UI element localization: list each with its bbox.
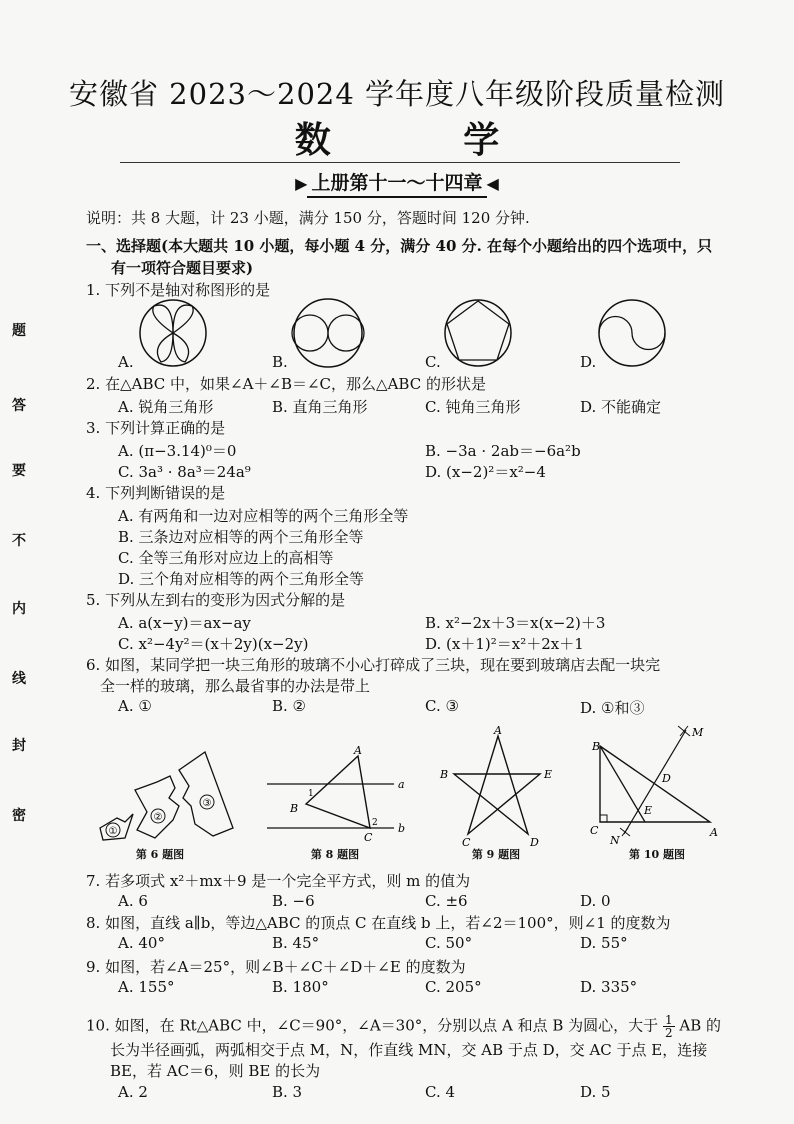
q6-option-d[interactable]: D. ①和③: [580, 699, 645, 717]
margin-char: 要: [12, 463, 26, 479]
fig8-label-line-a: a: [398, 778, 405, 791]
q10-option-c[interactable]: C. 4: [425, 1083, 456, 1101]
fig10-caption: 第 10 题图: [629, 848, 685, 861]
fig6-broken-glass: [95, 740, 245, 850]
fig9-label-c: C: [462, 836, 471, 846]
fig10-label-c: C: [590, 824, 599, 837]
question-10-stem: [86, 1014, 721, 1039]
fig10-label-d: D: [662, 772, 671, 785]
fig8-caption: 第 8 题图: [310, 848, 360, 861]
fig10-label-e: E: [644, 804, 653, 817]
left-triangle-icon: ◀: [486, 174, 499, 193]
q2-option-a[interactable]: A. 锐角三角形: [118, 398, 214, 416]
q10-option-d[interactable]: D. 5: [580, 1083, 611, 1101]
scope-text: 上册第十一～十四章: [307, 172, 486, 198]
q5-option-c[interactable]: C. x²−4y²＝(x＋2y)(x−2y): [118, 635, 309, 653]
fig8-label-c-vertex: C: [364, 831, 373, 842]
q8-option-d[interactable]: D. 55°: [580, 934, 628, 952]
q1-option-a[interactable]: A.: [118, 353, 134, 371]
q9-option-a[interactable]: A. 155°: [118, 978, 175, 996]
q4-option-a[interactable]: A. 有两角和一边对应相等的两个三角形全等: [118, 507, 409, 525]
fig8-label-b-vertex: B: [290, 802, 299, 815]
pentagon-circle-figure: [445, 300, 511, 366]
piece-1-label: ①: [108, 826, 118, 837]
piece-3-label: ③: [202, 798, 212, 809]
question-8-stem: 8. 如图，直线 a∥b，等边△ABC 的顶点 C 在直线 b 上，若∠2＝100°，则∠1 的度数为: [86, 914, 671, 932]
q6-option-b[interactable]: B. ②: [272, 697, 307, 715]
fig9-star: [432, 726, 562, 846]
q10-option-a[interactable]: A. 2: [118, 1083, 148, 1101]
q6-option-a[interactable]: A. ①: [118, 697, 152, 715]
fig8-parallel-lines: [262, 742, 412, 842]
fig8-label-a-vertex: A: [354, 744, 362, 757]
fig8-angle-2: 2: [372, 818, 378, 828]
question-6-stem-cont: 全一样的玻璃，那么最省事的办法是带上: [100, 677, 371, 695]
subject-title: 数 学: [294, 119, 560, 161]
q8-option-a[interactable]: A. 40°: [118, 934, 165, 952]
fig9-label-e: E: [544, 768, 553, 781]
margin-char: 内: [12, 601, 26, 617]
fig9-caption: 第 9 题图: [471, 848, 521, 861]
margin-char: 线: [12, 671, 26, 687]
q10-option-b[interactable]: B. 3: [272, 1083, 303, 1101]
q4-option-c[interactable]: C. 全等三角形对应边上的高相等: [118, 549, 334, 567]
question-10-stem-cont2: BE，若 AC＝6，则 BE 的长为: [110, 1062, 321, 1080]
q2-option-c[interactable]: C. 钝角三角形: [425, 398, 521, 416]
q9-option-b[interactable]: B. 180°: [272, 978, 329, 996]
question-1-stem: 1. 下列不是轴对称图形的是: [86, 281, 271, 299]
section-heading-cont: 有一项符合题目要求): [111, 259, 254, 277]
q5-option-a[interactable]: A. a(x−y)＝ax−ay: [118, 614, 251, 632]
q5-option-b[interactable]: B. x²−2x＋3＝x(x−2)＋3: [425, 614, 606, 632]
q8-option-c[interactable]: C. 50°: [425, 934, 473, 952]
question-9-stem: 9. 如图，若∠A＝25°，则∠B＋∠C＋∠D＋∠E 的度数为: [86, 958, 466, 976]
one-half-fraction: [663, 1014, 675, 1039]
fig9-label-b: B: [440, 768, 449, 781]
q3-option-b[interactable]: B. −3a · 2ab＝−6a²b: [425, 442, 581, 460]
q9-option-c[interactable]: C. 205°: [425, 978, 482, 996]
q8-option-b[interactable]: B. 45°: [272, 934, 320, 952]
fig10-right-triangle: [582, 718, 732, 848]
fig10-label-a: A: [710, 826, 718, 839]
question-2-stem: 2. 在△ABC 中，如果∠A＋∠B＝∠C，那么△ABC 的形状是: [86, 375, 486, 393]
q2-option-b[interactable]: B. 直角三角形: [272, 398, 368, 416]
header-divider: [120, 162, 680, 163]
piece-2-label: ②: [153, 812, 163, 823]
two-circles-figure: [292, 299, 364, 367]
question-6-stem: 6. 如图，某同学把一块三角形的玻璃不小心打碎成了三块，现在要到玻璃店去配一块完: [86, 656, 661, 674]
margin-char: 密: [12, 808, 26, 824]
q7-option-a[interactable]: A. 6: [118, 892, 148, 910]
fig9-label-d: D: [530, 836, 539, 846]
question-4-stem: 4. 下列判断错误的是: [86, 484, 226, 502]
q10-stem-part-a: 10. 如图，在 Rt△ABC 中，∠C＝90°，∠A＝30°，分别以点 A 和点 B 为圆心，大于: [86, 1016, 659, 1035]
q3-option-a[interactable]: A. (π−3.14)⁰＝0: [118, 442, 237, 460]
exam-title: 安徽省 2023～2024 学年度八年级阶段质量检测: [68, 77, 726, 111]
section-heading: 一、选择题(本大题共 10 小题，每小题 4 分，满分 40 分. 在每个小题给出的四个选项中，只: [86, 237, 713, 255]
fig6-caption: 第 6 题图: [135, 848, 185, 861]
q2-option-d[interactable]: D. 不能确定: [580, 398, 662, 416]
trefoil-circle-figure: [140, 300, 206, 366]
q7-option-b[interactable]: B. −6: [272, 892, 315, 910]
q4-option-b[interactable]: B. 三条边对应相等的两个三角形全等: [118, 528, 364, 546]
q7-option-d[interactable]: D. 0: [580, 892, 611, 910]
margin-char: 题: [12, 323, 26, 339]
q4-option-d[interactable]: D. 三个角对应相等的两个三角形全等: [118, 570, 365, 588]
fig10-label-n: N: [610, 834, 620, 847]
q3-option-c[interactable]: C. 3a³ · 8a³＝24a⁹: [118, 463, 251, 481]
fraction-numerator: 1: [664, 1013, 673, 1027]
q7-option-c[interactable]: C. ±6: [425, 892, 468, 910]
q3-option-d[interactable]: D. (x−2)²＝x²−4: [425, 463, 546, 481]
fig10-label-b: B: [592, 740, 601, 753]
fig9-label-a: A: [494, 726, 502, 737]
right-triangle-icon: ▶: [295, 174, 308, 193]
fig8-angle-1: 1: [308, 789, 314, 799]
q1-option-c[interactable]: C.: [425, 353, 441, 371]
margin-char: 封: [12, 738, 26, 754]
question-3-stem: 3. 下列计算正确的是: [86, 419, 226, 437]
question-5-stem: 5. 下列从左到右的变形为因式分解的是: [86, 591, 346, 609]
q9-option-d[interactable]: D. 335°: [580, 978, 638, 996]
q10-stem-part-b: AB 的: [679, 1016, 722, 1035]
q1-option-b[interactable]: B.: [272, 353, 288, 371]
fig8-label-line-b: b: [398, 822, 406, 835]
question-10-stem-cont: 长为半径画弧，两弧相交于点 M，N，作直线 MN，交 AB 于点 D，交 AC 于点 E，连接: [110, 1041, 708, 1059]
fraction-denominator: 2: [664, 1026, 673, 1040]
q6-option-c[interactable]: C. ③: [425, 697, 459, 715]
instructions: 说明：共 8 大题，计 23 小题，满分 150 分，答题时间 120 分钟.: [86, 209, 530, 227]
q1-option-d[interactable]: D.: [580, 353, 597, 371]
taiji-circle-figure: [599, 300, 665, 366]
margin-char: 不: [12, 533, 26, 549]
question-7-stem: 7. 若多项式 x²＋mx＋9 是一个完全平方式，则 m 的值为: [86, 872, 471, 890]
fig10-label-m: M: [692, 726, 704, 739]
q5-option-d[interactable]: D. (x＋1)²＝x²＋2x＋1: [425, 635, 584, 653]
scope-banner: [0, 168, 794, 195]
margin-char: 答: [12, 398, 26, 414]
